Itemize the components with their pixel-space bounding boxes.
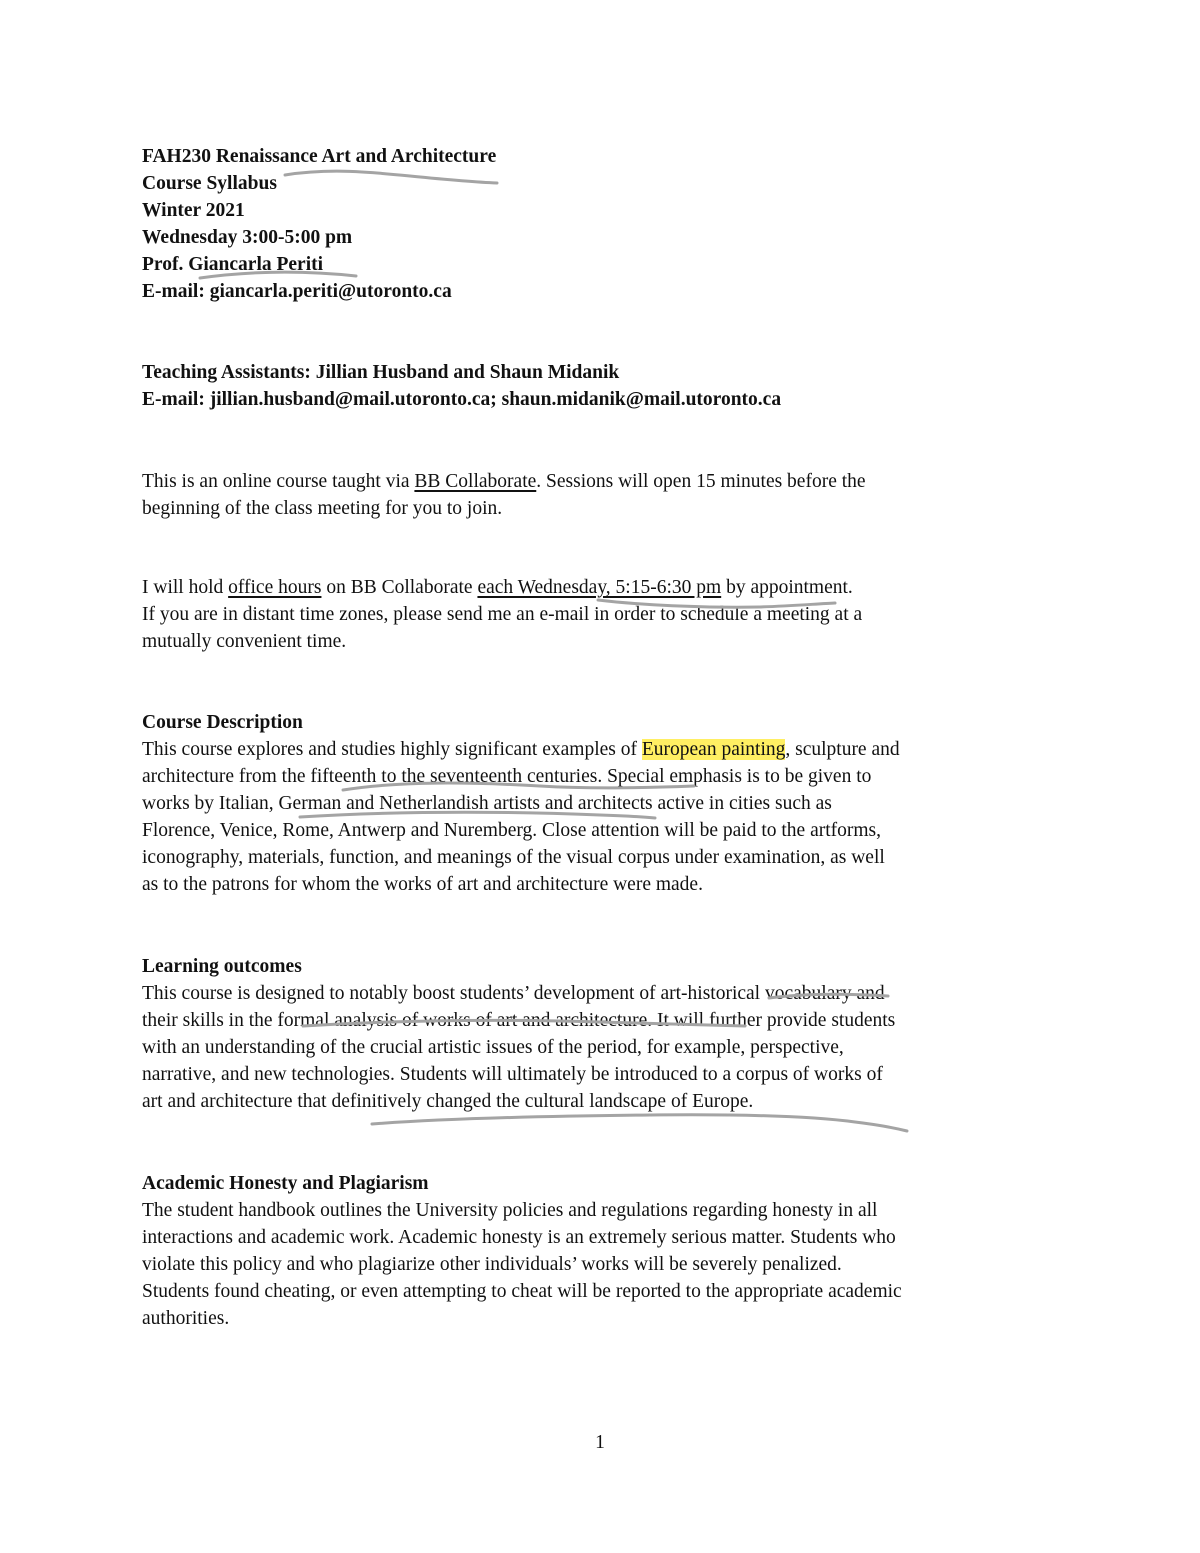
outcomes-line-1: This course is designed to notably boost students’ development of art-historical vocabulary and	[142, 983, 885, 1004]
online-line-1	[142, 468, 1082, 495]
learning-outcomes-heading: Learning outcomes	[142, 956, 302, 977]
description-line-2: architecture from the fifteenth to the seventeenth centuries. Special emphasis is to be given to	[142, 766, 872, 787]
office-hours-time: each Wednesday, 5:15-6:30 pm	[477, 577, 722, 598]
honesty-line-4: Students found cheating, or even attempting to cheat will be reported to the appropriate academic	[142, 1281, 902, 1302]
office-hours-paragraph	[142, 574, 1082, 655]
honesty-line-5: authorities.	[142, 1308, 230, 1329]
academic-honesty-section	[142, 1170, 1082, 1332]
instructor-email: E-mail: giancarla.periti@utoronto.ca	[142, 281, 452, 302]
course-description-section	[142, 709, 1082, 898]
document-type: Course Syllabus	[142, 173, 277, 194]
online-text: . Sessions will open 15 minutes before the	[536, 471, 866, 492]
course-header	[142, 143, 1082, 305]
office-line-3: mutually convenient time.	[142, 631, 347, 652]
office-hours-text: office hours	[228, 577, 322, 598]
office-line-2: If you are in distant time zones, please send me an e-mail in order to schedule a meeting at a	[142, 604, 863, 625]
teaching-assistants	[142, 359, 1082, 413]
description-line-6: as to the patrons for whom the works of art and architecture were made.	[142, 874, 703, 895]
description-line-5: iconography, materials, function, and meanings of the visual corpus under examination, as well	[142, 847, 885, 868]
honesty-line-3: violate this policy and who plagiarize other individuals’ works will be severely penalized.	[142, 1254, 842, 1275]
honesty-line-1: The student handbook outlines the University policies and regulations regarding honesty in all	[142, 1200, 878, 1221]
class-schedule: Wednesday 3:00-5:00 pm	[142, 227, 353, 248]
highlighted-text: European painting	[641, 739, 786, 760]
description-line-1	[142, 736, 1082, 763]
office-text: on BB Collaborate	[321, 577, 478, 598]
course-description-heading: Course Description	[142, 712, 303, 733]
office-text: I will hold	[142, 577, 229, 598]
academic-honesty-heading: Academic Honesty and Plagiarism	[142, 1173, 429, 1194]
description-line-3: works by Italian, German and Netherlandish artists and architects active in cities such as	[142, 793, 832, 814]
course-title: FAH230 Renaissance Art and Architecture	[142, 146, 497, 167]
outcomes-line-4: narrative, and new technologies. Students will ultimately be introduced to a corpus of works of	[142, 1064, 883, 1085]
outcomes-line-5: art and architecture that definitively changed the cultural landscape of Europe.	[142, 1091, 754, 1112]
honesty-line-2: interactions and academic work. Academic honesty is an extremely serious matter. Students who	[142, 1227, 896, 1248]
description-line-4: Florence, Venice, Rome, Antwerp and Nuremberg. Close attention will be paid to the artforms,	[142, 820, 882, 841]
outcomes-line-2: their skills in the formal analysis of works of art and architecture. It will further provide students	[142, 1010, 896, 1031]
outcomes-line-3: with an understanding of the crucial artistic issues of the period, for example, perspective,	[142, 1037, 844, 1058]
ta-emails: E-mail: jillian.husband@mail.utoronto.ca; shaun.midanik@mail.utoronto.ca	[142, 389, 782, 410]
learning-outcomes-section	[142, 953, 1082, 1115]
office-line-1	[142, 574, 1082, 601]
description-text: , sculpture and	[785, 739, 900, 760]
online-line-2: beginning of the class meeting for you to join.	[142, 498, 503, 519]
online-course-paragraph	[142, 468, 1082, 522]
pen-mark-definitively	[372, 1115, 907, 1131]
ta-names: Teaching Assistants: Jillian Husband and Shaun Midanik	[142, 362, 620, 383]
bb-collaborate-link[interactable]: BB Collaborate	[414, 471, 537, 492]
office-text: by appointment.	[721, 577, 853, 598]
term: Winter 2021	[142, 200, 245, 221]
page-number: 1	[595, 1432, 605, 1453]
description-text: This course explores and studies highly significant examples of	[142, 739, 642, 760]
instructor-name: Prof. Giancarla Periti	[142, 254, 324, 275]
online-text: This is an online course taught via	[142, 471, 415, 492]
